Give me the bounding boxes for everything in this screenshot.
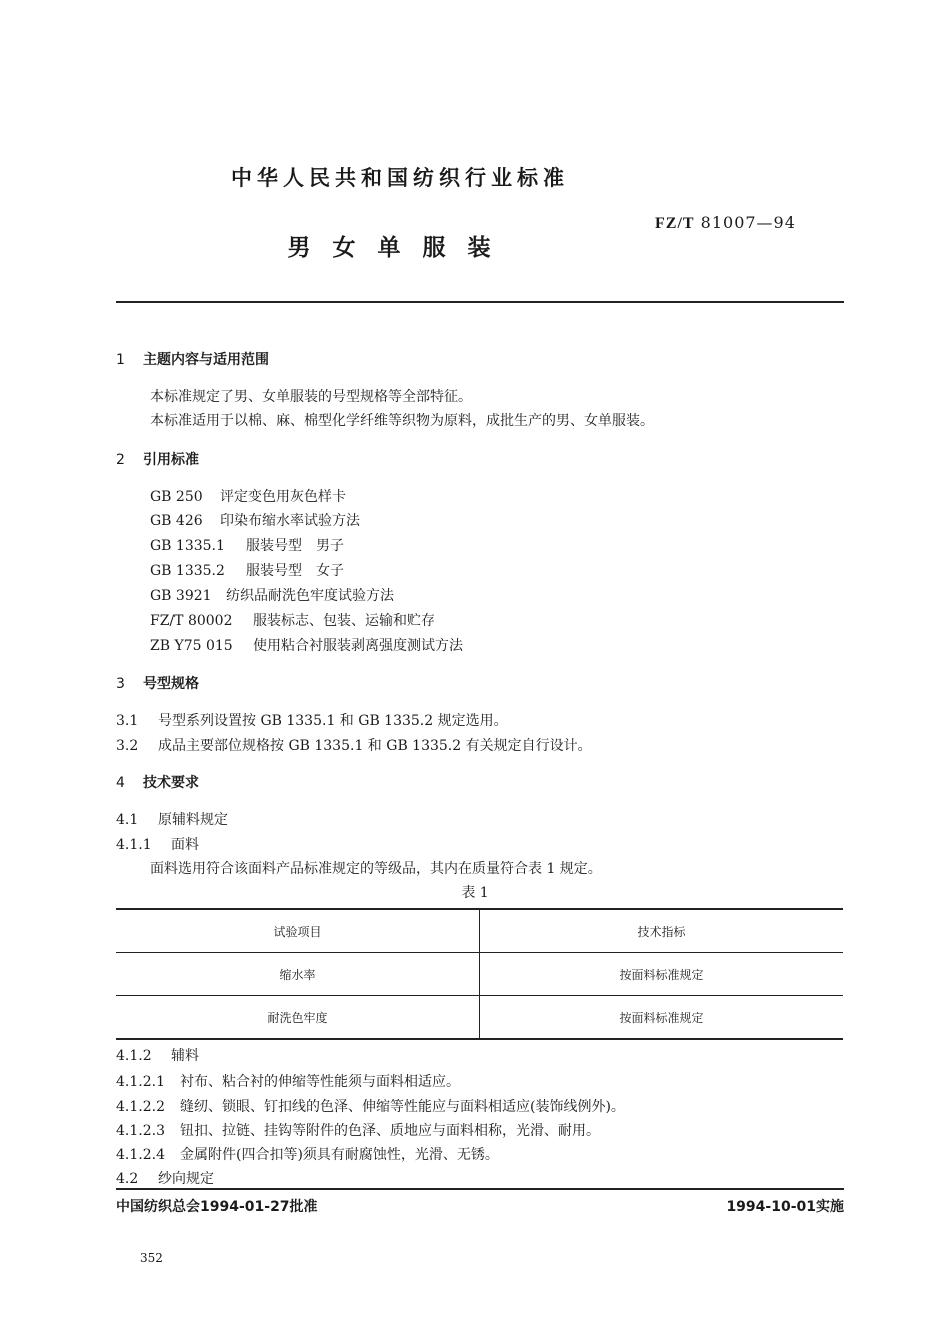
reference-item xyxy=(150,486,346,506)
section-2-heading xyxy=(116,449,199,469)
clause-text: 号型系列设置按 GB 1335.1 和 GB 1335.2 规定选用。 xyxy=(158,713,508,729)
clause-number: 3.2 xyxy=(116,738,139,754)
reference-item xyxy=(150,560,344,580)
reference-code: GB 426 xyxy=(150,513,203,529)
footer-divider xyxy=(116,1188,844,1190)
table-header-test-item: 试验项目 xyxy=(116,909,480,953)
reference-code: ZB Y75 015 xyxy=(150,638,233,654)
table-1-caption: 表 1 xyxy=(461,885,489,901)
clause-text: 成品主要部位规格按 GB 1335.1 和 GB 1335.2 有关规定自行设计。 xyxy=(158,738,592,754)
standard-category-title: 中华人民共和国纺织行业标准 xyxy=(231,166,569,190)
clause-4-1-2-3 xyxy=(116,1120,600,1140)
clause-number: 4.1.2.1 xyxy=(116,1074,165,1090)
reference-code: GB 1335.1 xyxy=(150,538,225,554)
clause-text: 金属附件(四合扣等)须具有耐腐蚀性，光滑、无锈。 xyxy=(180,1147,499,1163)
table-1 xyxy=(116,908,843,1040)
section-1-heading xyxy=(116,349,269,369)
clause-number: 4.1 xyxy=(116,812,139,828)
clause-number: 4.1.2.2 xyxy=(116,1099,165,1115)
clause-4-1-1-paragraph: 面料选用符合该面料产品标准规定的等级品，其内在质量符合表 1 规定。 xyxy=(150,861,602,877)
section-3-heading xyxy=(116,673,199,693)
clause-text: 衬布、粘合衬的伸缩等性能须与面料相适应。 xyxy=(180,1074,460,1090)
table-cell: 耐洗色牢度 xyxy=(116,996,480,1040)
clause-number: 4.1.2.3 xyxy=(116,1123,165,1139)
reference-item xyxy=(150,610,435,630)
clause-number: 3.1 xyxy=(116,713,139,729)
reference-title: 纺织品耐洗色牢度试验方法 xyxy=(226,588,394,604)
clause-text: 原辅料规定 xyxy=(158,812,228,828)
clause-3-1 xyxy=(116,710,508,730)
reference-item xyxy=(150,585,394,605)
reference-code: FZ/T 80002 xyxy=(150,613,233,629)
section-2-number: 2 xyxy=(116,452,125,468)
clause-4-1-1 xyxy=(116,834,199,854)
clause-3-2 xyxy=(116,735,592,755)
reference-code: GB 3921 xyxy=(150,588,212,604)
reference-title: 印染布缩水率试验方法 xyxy=(220,513,360,529)
table-row xyxy=(116,953,843,996)
clause-4-1-2-4 xyxy=(116,1144,499,1164)
document-title: 男女单服装 xyxy=(287,235,513,261)
section-3-number: 3 xyxy=(116,676,125,692)
section-4-heading xyxy=(116,772,199,792)
reference-title: 使用粘合衬服装剥离强度测试方法 xyxy=(253,638,463,654)
reference-item xyxy=(150,535,344,555)
table-header-technical-index: 技术指标 xyxy=(480,909,844,953)
clause-number: 4.1.2 xyxy=(116,1048,152,1064)
clause-4-2 xyxy=(116,1168,214,1188)
clause-text: 面料 xyxy=(171,837,199,853)
reference-item xyxy=(150,635,463,655)
reference-code: GB 250 xyxy=(150,489,203,505)
reference-title: 服装号型 男子 xyxy=(246,538,344,554)
section-1-paragraph-2: 本标准适用于以棉、麻、棉型化学纤维等织物为原料，成批生产的男、女单服装。 xyxy=(150,413,654,429)
table-cell: 按面料标准规定 xyxy=(480,996,844,1040)
clause-4-1-2-2 xyxy=(116,1096,625,1116)
reference-title: 服装标志、包装、运输和贮存 xyxy=(253,613,435,629)
page-number: 352 xyxy=(140,1251,163,1265)
section-1-number: 1 xyxy=(116,352,125,368)
reference-title: 服装号型 女子 xyxy=(246,563,344,579)
clause-number: 4.1.2.4 xyxy=(116,1147,165,1163)
approval-statement: 中国纺织总会1994-01-27批准 xyxy=(116,1199,318,1215)
section-1-title: 主题内容与适用范围 xyxy=(143,352,269,368)
reference-code: GB 1335.2 xyxy=(150,563,225,579)
section-4-number: 4 xyxy=(116,775,125,791)
section-1-paragraph-1: 本标准规定了男、女单服装的号型规格等全部特征。 xyxy=(150,389,472,405)
standard-code-prefix: FZ/T xyxy=(655,215,695,232)
clause-text: 纱向规定 xyxy=(158,1171,214,1187)
clause-text: 辅料 xyxy=(171,1048,199,1064)
clause-number: 4.1.1 xyxy=(116,837,152,853)
clause-text: 钮扣、拉链、挂钩等附件的色泽、质地应与面料相称，光滑、耐用。 xyxy=(180,1123,600,1139)
table-cell: 缩水率 xyxy=(116,953,480,996)
table-row xyxy=(116,996,843,1040)
table-cell: 按面料标准规定 xyxy=(480,953,844,996)
section-3-title: 号型规格 xyxy=(143,676,199,692)
clause-4-1-2-1 xyxy=(116,1071,460,1091)
implementation-date: 1994-10-01实施 xyxy=(726,1199,844,1215)
section-4-title: 技术要求 xyxy=(143,775,199,791)
clause-4-1-2 xyxy=(116,1045,199,1065)
clause-number: 4.2 xyxy=(116,1171,139,1187)
standard-code-number: 81007—94 xyxy=(700,213,796,232)
header-divider xyxy=(116,301,844,303)
clause-text: 缝纫、锁眼、钉扣线的色泽、伸缩等性能应与面料相适应(装饰线例外)。 xyxy=(180,1099,625,1115)
section-2-title: 引用标准 xyxy=(143,452,199,468)
clause-4-1 xyxy=(116,809,228,829)
table-header-row xyxy=(116,909,843,953)
reference-title: 评定变色用灰色样卡 xyxy=(220,489,346,505)
reference-item xyxy=(150,510,360,530)
